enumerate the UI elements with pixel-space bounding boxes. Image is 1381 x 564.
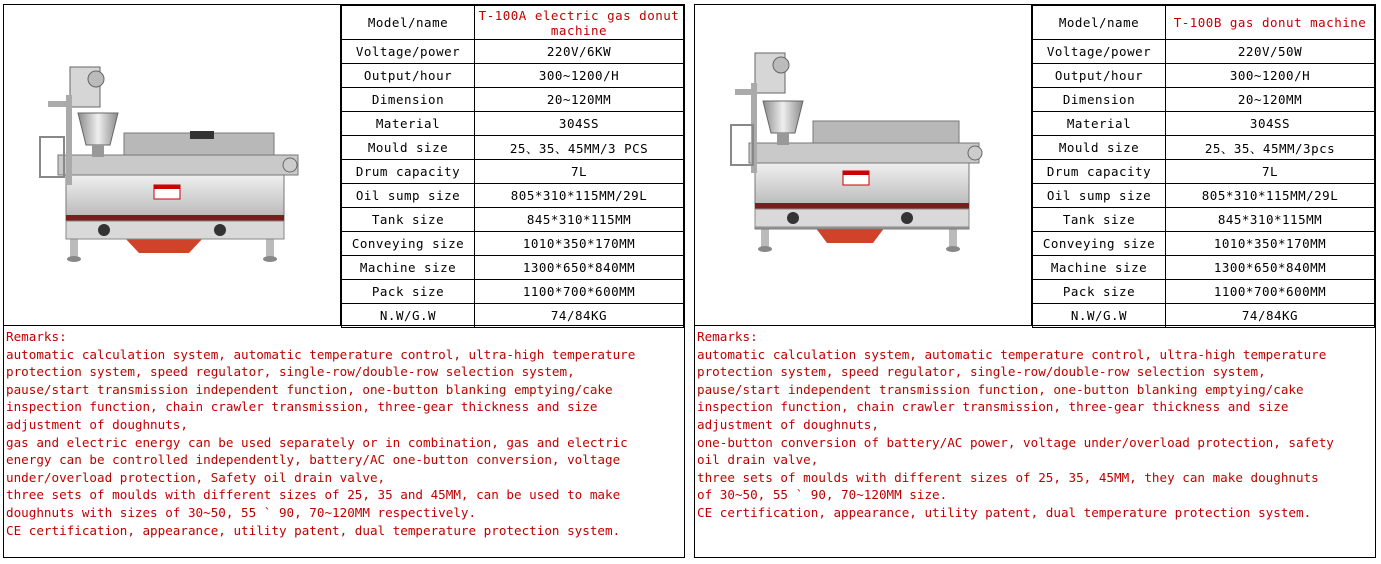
product-panel-t100b: [694, 4, 1376, 558]
spec-row: [342, 88, 684, 112]
spec-key: Mould size: [342, 136, 475, 160]
spec-key: Tank size: [342, 208, 475, 232]
remarks-line: three sets of moulds with different sizes of 25, 35 and 45MM, can be used to make: [6, 487, 621, 503]
remarks-line: CE certification, appearance, utility patent, dual temperature protection system.: [697, 504, 1312, 520]
remarks-line: protection system, speed regulator, single-row/double-row selection system,: [6, 364, 575, 380]
spec-value: 845*310*115MM: [1166, 208, 1375, 232]
spec-key: Voltage/power: [342, 40, 475, 64]
spec-value: 7L: [1166, 160, 1375, 184]
remarks-line: CE certification, appearance, utility patent, dual temperature protection system.: [6, 522, 621, 538]
spec-value: 220V/50W: [1166, 40, 1375, 64]
spec-row: [342, 112, 684, 136]
remarks-line: of 30~50, 55 ` 90, 70~120MM size.: [697, 487, 948, 503]
spec-row: [1033, 112, 1375, 136]
spec-value: 304SS: [475, 112, 684, 136]
remarks-line: inspection function, chain crawler transmission, three-gear thickness and size: [6, 399, 598, 415]
remarks-heading: Remarks:: [697, 329, 758, 344]
remarks: [695, 325, 1375, 522]
donut-machine-image: [695, 5, 1031, 325]
spec-key: Pack size: [342, 280, 475, 304]
spec-row: [1033, 256, 1375, 280]
spec-value: 7L: [475, 160, 684, 184]
spec-value: 1100*700*600MM: [1166, 280, 1375, 304]
remarks-line: automatic calculation system, automatic temperature control, ultra-high temperature: [697, 346, 1327, 362]
spec-value: 1300*650*840MM: [1166, 256, 1375, 280]
spec-key: Material: [1033, 112, 1166, 136]
spec-row: [342, 304, 684, 328]
remarks-heading: Remarks:: [6, 329, 67, 344]
spec-key: Oil sump size: [1033, 184, 1166, 208]
spec-key: Output/hour: [342, 64, 475, 88]
spec-row-model: [1033, 6, 1375, 40]
spec-row: [1033, 136, 1375, 160]
spec-row: [342, 208, 684, 232]
spec-row: [342, 232, 684, 256]
remarks-line: one-button conversion of battery/AC power, voltage under/overload protection, safety: [697, 434, 1334, 450]
spec-row: [342, 40, 684, 64]
spec-value: 1010*350*170MM: [1166, 232, 1375, 256]
spec-row: [342, 256, 684, 280]
spec-table: [1032, 5, 1375, 328]
remarks-line: doughnuts with sizes of 30~50, 55 ` 90, 70~120MM respectively.: [6, 504, 477, 520]
spec-key: Dimension: [342, 88, 475, 112]
spec-value: 805*310*115MM/29L: [1166, 184, 1375, 208]
spec-key: Drum capacity: [1033, 160, 1166, 184]
product-photo: [4, 5, 341, 325]
product-panel-t100a: [3, 4, 685, 558]
spec-value: 1100*700*600MM: [475, 280, 684, 304]
spec-key: Dimension: [1033, 88, 1166, 112]
spec-table: [341, 5, 684, 328]
remarks: [4, 325, 684, 539]
spec-key: Conveying size: [342, 232, 475, 256]
spec-key: Pack size: [1033, 280, 1166, 304]
spec-key: Machine size: [1033, 256, 1166, 280]
spec-row: [1033, 88, 1375, 112]
spec-row: [342, 160, 684, 184]
spec-row: [1033, 280, 1375, 304]
spec-row: [1033, 64, 1375, 88]
remarks-line: adjustment of doughnuts,: [697, 416, 879, 432]
spec-value: 300~1200/H: [475, 64, 684, 88]
spec-value: 25、35、45MM/3 PCS: [475, 136, 684, 160]
remarks-line: under/overload protection, Safety oil drain valve,: [6, 469, 386, 485]
spec-key: Model/name: [1033, 6, 1166, 40]
spec-value: 1010*350*170MM: [475, 232, 684, 256]
spec-key: Output/hour: [1033, 64, 1166, 88]
spec-value: 220V/6KW: [475, 40, 684, 64]
spec-value: 25、35、45MM/3pcs: [1166, 136, 1375, 160]
spec-key: Tank size: [1033, 208, 1166, 232]
donut-machine-image: [4, 5, 340, 325]
spec-value: 805*310*115MM/29L: [475, 184, 684, 208]
remarks-line: protection system, speed regulator, single-row/double-row selection system,: [697, 364, 1266, 380]
spec-key: N.W/G.W: [342, 304, 475, 328]
spec-key: Drum capacity: [342, 160, 475, 184]
spec-value: 20~120MM: [475, 88, 684, 112]
spec-value: 20~120MM: [1166, 88, 1375, 112]
product-photo: [695, 5, 1032, 325]
spec-row: [342, 184, 684, 208]
model-name: T-100A electric gas donut machine: [475, 6, 684, 40]
spec-value: 74/84KG: [1166, 304, 1375, 328]
spec-row: [1033, 160, 1375, 184]
spec-row: [1033, 304, 1375, 328]
spec-key: Voltage/power: [1033, 40, 1166, 64]
remarks-line: pause/start independent transmission function, one-button blanking emptying/cake: [697, 381, 1304, 397]
spec-key: Oil sump size: [342, 184, 475, 208]
spec-row-model: [342, 6, 684, 40]
model-name: T-100B gas donut machine: [1166, 6, 1375, 40]
remarks-line: inspection function, chain crawler transmission, three-gear thickness and size: [697, 399, 1289, 415]
remarks-line: three sets of moulds with different sizes of 25, 35, 45MM, they can make doughnuts: [697, 469, 1319, 485]
remarks-line: automatic calculation system, automatic temperature control, ultra-high temperature: [6, 346, 636, 362]
spec-value: 1300*650*840MM: [475, 256, 684, 280]
spec-value: 300~1200/H: [1166, 64, 1375, 88]
spec-value: 845*310*115MM: [475, 208, 684, 232]
spec-row: [342, 280, 684, 304]
spec-row: [342, 136, 684, 160]
spec-value: 74/84KG: [475, 304, 684, 328]
spec-key: Machine size: [342, 256, 475, 280]
spec-key: Model/name: [342, 6, 475, 40]
spec-key: N.W/G.W: [1033, 304, 1166, 328]
spec-key: Material: [342, 112, 475, 136]
remarks-line: gas and electric energy can be used separately or in combination, gas and electric: [6, 434, 628, 450]
remarks-line: energy can be controlled independently, battery/AC one-button conversion, voltage: [6, 452, 621, 468]
spec-row: [1033, 40, 1375, 64]
spec-row: [1033, 232, 1375, 256]
spec-row: [342, 64, 684, 88]
spec-row: [1033, 208, 1375, 232]
spec-value: 304SS: [1166, 112, 1375, 136]
remarks-line: oil drain valve,: [697, 452, 819, 468]
spec-key: Conveying size: [1033, 232, 1166, 256]
remarks-line: pause/start transmission independent function, one-button blanking emptying/cake: [6, 381, 613, 397]
remarks-line: adjustment of doughnuts,: [6, 416, 188, 432]
spec-row: [1033, 184, 1375, 208]
spec-key: Mould size: [1033, 136, 1166, 160]
